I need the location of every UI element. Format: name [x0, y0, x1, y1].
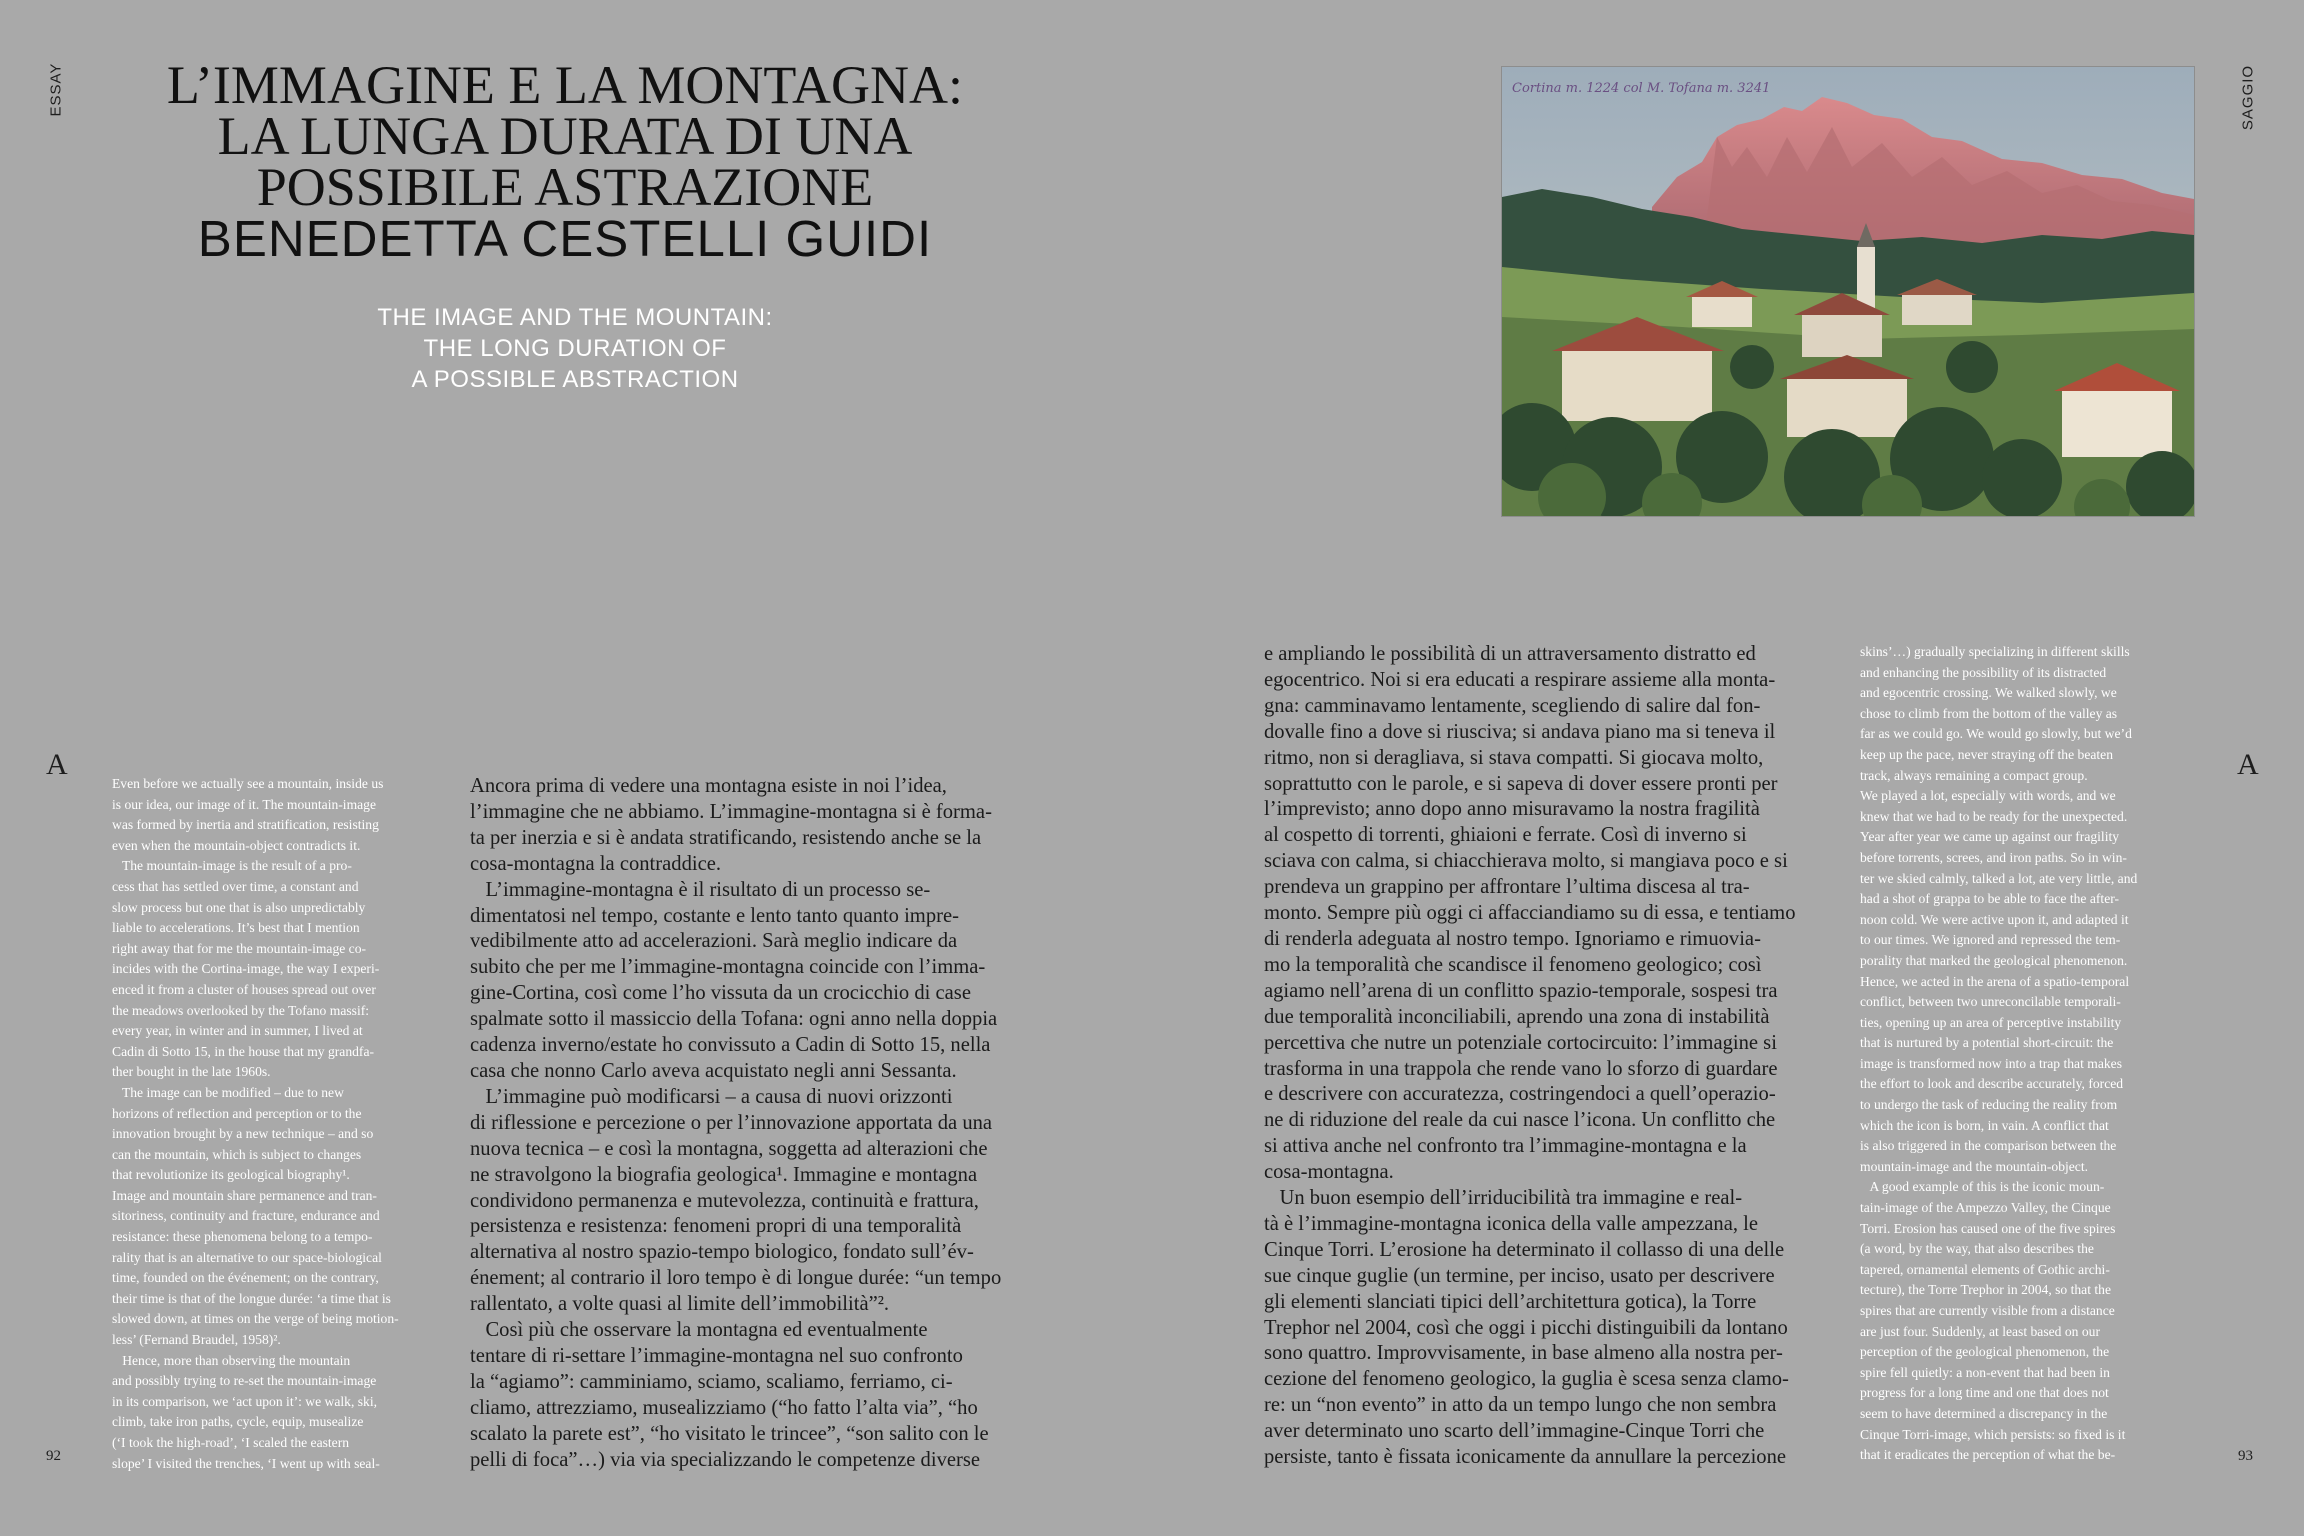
text-line: énement; al contrario il loro tempo è di longue durée: “un tempo [470, 1267, 1002, 1290]
title-line: LA LUNGA DURATA DI UNA [217, 106, 913, 166]
text-line: that it eradicates the perception of what the be- [1860, 1447, 2116, 1463]
text-line: tecture), the Torre Trephor in 2004, so that the [1860, 1282, 2111, 1298]
text-line: climb, take iron paths, cycle, equip, musealize [112, 1414, 364, 1430]
text-line: and egocentric crossing. We walked slowly, we [1860, 685, 2117, 701]
text-line: Cinque Torri-image, which persists: so fixed is it [1860, 1426, 2126, 1442]
text-line: L’immagine-montagna è il risultato di un processo se- [470, 878, 931, 901]
text-line: liable to accelerations. It’s best that I mention [112, 920, 360, 936]
english-text-column-right [1860, 642, 2137, 1466]
author-name: BENEDETTA CESTELLI GUIDI [197, 210, 933, 267]
text-line: Cadin di Sotto 15, in the house that my grandfa- [112, 1043, 375, 1059]
text-line: cess that has settled over time, a constant and [112, 878, 359, 894]
english-title [295, 302, 855, 395]
text-line: noon cold. We were active upon it, and adapted it [1860, 911, 2129, 927]
text-line: knew that we had to be ready for the unexpected. [1860, 808, 2128, 824]
text-line: Hence, we acted in the arena of a spatio-temporal [1860, 973, 2130, 989]
text-line: Così più che osservare la montagna ed eventualmente [470, 1319, 928, 1342]
text-line: less’ (Fernand Braudel, 1958)². [112, 1332, 281, 1348]
text-line: condividono permanenza e mutevolezza, continuità e frattura, [470, 1189, 979, 1212]
text-line: subito che per me l’immagine-montagna coincide con l’imma- [470, 956, 986, 979]
text-line: slow process but one that is also unpredictably [112, 899, 366, 915]
text-line: even when the mountain-object contradicts it. [112, 837, 361, 853]
text-line: before torrents, screes, and iron paths. So in win- [1860, 849, 2127, 865]
text-line: ta per inerzia e si è andata stratificando, resistendo anche se la [470, 826, 982, 849]
text-line: prendeva un grappino per affrontare l’ultima discesa al tra- [1264, 876, 1750, 899]
title-line: POSSIBILE ASTRAZIONE [256, 157, 874, 217]
text-line: ther bought in the late 1960s. [112, 1064, 271, 1080]
text-line: skins’…) gradually specializing in different skills [1860, 644, 2130, 659]
text-line: pelli di foca”…) via via specializzando le competenze diverse [470, 1448, 981, 1471]
text-line: Un buon esempio dell’irriducibilità tra immagine e real- [1264, 1187, 1743, 1210]
text-line: seem to have determined a discrepancy in the [1860, 1405, 2108, 1421]
text-line: keep up the pace, never straying off the beaten [1860, 746, 2114, 762]
text-line: chose to climb from the bottom of the valley as [1860, 705, 2118, 721]
section-label-essay: ESSAY [47, 62, 65, 117]
text-line: e ampliando le possibilità di un attraversamento distratto ed [1264, 643, 1756, 665]
text-line: in its comparison, we ‘act upon it’: we walk, ski, [112, 1393, 378, 1409]
text-line: every year, in winter and in summer, I lived at [112, 1023, 363, 1039]
text-line: cadenza inverno/estate ho convissuto a Cadin di Sotto 15, nella [470, 1034, 991, 1057]
text-line: can the mountain, which is subject to changes [112, 1146, 362, 1162]
text-line: Ancora prima di vedere una montagna esiste in noi l’idea, [470, 775, 947, 797]
text-line: cezione del fenomeno geologico, la guglia è scesa senza clamo- [1264, 1368, 1789, 1391]
english-title-line: THE LONG DURATION OF [423, 335, 727, 362]
text-line: are just four. Suddenly, at least based on our [1860, 1323, 2100, 1339]
text-line: Image and mountain share permanence and tran- [112, 1187, 377, 1203]
text-line: time, founded on the événement; on the contrary, [112, 1270, 379, 1286]
text-line: is also triggered in the comparison between the [1860, 1138, 2117, 1154]
text-line: tentare di ri-settare l’immagine-montagna nel suo confronto [470, 1344, 963, 1367]
text-line: agiamo nell’arena di un conflitto spazio-temporale, sospesi tra [1264, 979, 1778, 1002]
text-line: right away that for me the mountain-image co- [112, 940, 367, 956]
text-line: to our times. We ignored and repressed the tem- [1860, 932, 2121, 948]
text-line: ne di riduzione del reale da cui nasce l’icona. Un conflitto che [1264, 1109, 1776, 1132]
italian-text-column-left [470, 774, 1001, 1473]
italian-text-column-right [1264, 642, 1796, 1471]
text-line: (‘I took the high-road’, ‘I scaled the eastern [112, 1435, 350, 1450]
english-title-line: THE IMAGE AND THE MOUNTAIN: [377, 304, 773, 331]
text-line: progress for a long time and one that does not [1860, 1385, 2109, 1401]
text-line: nuova tecnica – e così la montagna, soggetta ad alterazioni che [470, 1137, 988, 1160]
text-line: image is transformed now into a trap that makes [1860, 1055, 2122, 1071]
text-line: had a shot of grappa to be able to face the after- [1860, 891, 2120, 907]
english-title-line: A POSSIBLE ABSTRACTION [411, 366, 739, 393]
text-line: l’immagine che ne abbiamo. L’immagine-montagna si è forma- [470, 800, 992, 823]
text-line: tà è l’immagine-montagna iconica della valle ampezzana, le [1264, 1212, 1759, 1235]
text-line: vedibilmente atto ad accelerazioni. Sarà meglio indicare da [470, 930, 958, 953]
drop-cap-right: A [2237, 748, 2259, 781]
text-line: cliamo, attrezziamo, musealizziamo (“ho fatto l’alta via”, “ho [470, 1396, 978, 1419]
text-line: l’imprevisto; anno dopo anno misuravamo la nostra fragilità [1264, 798, 1760, 821]
text-line: track, always remaining a compact group. [1860, 767, 2088, 783]
text-line: rallentato, a volte quasi al limite dell’immobilità”². [470, 1293, 890, 1316]
text-line: dovalle fino a dove si riusciva; si andava piano ma si teneva il [1264, 720, 1776, 743]
text-line: monto. Sempre più oggi ci affacciandiamo su di essa, e tentiamo [1264, 902, 1796, 925]
text-line: innovation brought by a new technique – and so [112, 1126, 374, 1142]
text-line: incides with the Cortina-image, the way I experi- [112, 961, 380, 977]
text-line: si attiva anche nel confronto tra l’immagine-montagna e la [1264, 1135, 1747, 1158]
text-line: to undergo the task of reducing the reality from [1860, 1097, 2118, 1113]
drop-cap-left: A [46, 748, 68, 781]
text-line: cosa-montagna la contraddice. [470, 852, 722, 875]
text-line: gli elementi slanciati tipici dell’architettura gotica), la Torre [1264, 1290, 1757, 1313]
text-line: due temporalità inconciliabili, aprendo una zona di instabilità [1264, 1005, 1770, 1028]
text-line: alternativa al nostro spazio-tempo biologico, fondato sull’év- [470, 1241, 974, 1264]
text-line: tapered, ornamental elements of Gothic archi- [1860, 1261, 2110, 1277]
page-number-right: 93 [2238, 1448, 2253, 1464]
text-line: al cospetto di torrenti, ghiaioni e ferrate. Così di inverno si [1264, 824, 1747, 847]
text-line: rality that is an alternative to our space-biological [112, 1249, 382, 1265]
text-line: which the icon is born, in vain. A conflict that [1860, 1117, 2109, 1133]
text-line: la “agiamo”: camminiamo, sciamo, scaliamo, ferriamo, ci- [470, 1370, 953, 1393]
text-line: We played a lot, especially with words, and we [1860, 788, 2116, 804]
text-line: that is nurtured by a potential short-circuit: the [1860, 1035, 2114, 1051]
text-line: the effort to look and describe accurately, forced [1860, 1076, 2124, 1092]
text-line: persistenza e resistenza: fenomeni propri di una temporalità [470, 1215, 962, 1238]
text-line: conflict, between two unreconcilable temporali- [1860, 994, 2121, 1010]
text-line: porality that marked the geological phenomenon. [1860, 952, 2128, 968]
text-line: di renderla adeguata al nostro tempo. Ignoriamo e rimuovia- [1264, 927, 1761, 950]
text-line: egocentrico. Noi si era educati a respirare assieme alla monta- [1264, 668, 1776, 691]
page-number-left: 92 [46, 1448, 61, 1464]
text-line: A good example of this is the iconic moun- [1860, 1179, 2105, 1195]
text-line: far as we could go. We would go slowly, but we’d [1860, 726, 2132, 742]
text-line: slope’ I visited the trenches, ‘I went up with seal- [112, 1455, 380, 1471]
text-line: Year after year we came up against our fragility [1860, 829, 2120, 845]
text-line: The mountain-image is the result of a pro- [112, 858, 352, 874]
text-line: ritmo, non si deragliava, si stava compatti. Si giocava molto, [1264, 746, 1764, 769]
text-line: their time is that of the longue durée: ‘a time that is [112, 1290, 391, 1306]
article-title [95, 55, 1035, 217]
text-line: Hence, more than observing the mountain [112, 1352, 351, 1368]
text-line: that revolutionize its geological biography¹. [112, 1167, 350, 1183]
postcard-caption: Cortina m. 1224 col M. Tofana m. 3241 [1512, 81, 1771, 96]
text-line: perception of the geological phenomenon, the [1860, 1344, 2110, 1360]
section-label-saggio: SAGGIO [2239, 64, 2257, 131]
text-line: sitoriness, continuity and fracture, endurance and [112, 1208, 380, 1224]
cortina-landscape-illustration [1502, 67, 2194, 516]
text-line: Trephor nel 2004, così che oggi i picchi distinguibili da lontano [1264, 1316, 1788, 1339]
text-line: scalato la parete est”, “ho visitato le trincee”, “son salito con le [470, 1422, 989, 1445]
text-line: enced it from a cluster of houses spread out over [112, 981, 376, 997]
text-line: resistance: these phenomena belong to a tempo- [112, 1229, 373, 1245]
english-text-column-left [112, 774, 399, 1474]
title-line: L’IMMAGINE E LA MONTAGNA: [166, 55, 964, 115]
text-line: e descrivere con accuratezza, costringendoci a quell’operazio- [1264, 1083, 1776, 1106]
text-line: mo la temporalità che scandisce il fenomeno geologico; così [1264, 953, 1762, 976]
text-line: mountain-image and the mountain-object. [1860, 1158, 2089, 1174]
text-line: spalmate sotto il massiccio della Tofana: ogni anno nella doppia [470, 1008, 998, 1031]
text-line: percettiva che nutre un potenziale cortocircuito: l’immagine si [1264, 1031, 1777, 1054]
text-line: dimentatosi nel tempo, costante e lento tanto quanto impre- [470, 904, 959, 927]
text-line: Even before we actually see a mountain, inside us [112, 776, 384, 791]
text-line: soprattutto con le parole, e si sapeva di dover essere pronti per [1264, 772, 1778, 795]
text-line: spire fell quietly: a non-event that had been in [1860, 1364, 2110, 1380]
text-line: and possibly trying to re-set the mountain-image [112, 1373, 377, 1389]
text-line: was formed by inertia and stratification, resisting [112, 817, 379, 833]
text-line: trasforma in una trappola che rende vano lo sforzo di guardare [1264, 1057, 1778, 1080]
text-line: sue cinque guglie (un termine, per inciso, usato per descrivere [1264, 1264, 1775, 1287]
text-line: di riflessione e percezione o per l’innovazione apportata da una [470, 1111, 993, 1134]
text-line: gine-Cortina, così come l’ho vissuta da un crocicchio di case [470, 982, 971, 1005]
text-line: Cinque Torri. L’erosione ha determinato il collasso di una delle [1264, 1238, 1785, 1261]
text-line: aver determinato uno scarto dell’immagine-Cinque Torri che [1264, 1420, 1765, 1443]
text-line: casa che nonno Carlo aveva acquistato negli anni Sessanta. [470, 1059, 957, 1082]
text-line: gna: camminavamo lentamente, scegliendo di salire dal fon- [1264, 694, 1761, 717]
text-line: cosa-montagna. [1264, 1161, 1394, 1184]
text-line: ne stravolgono la biografia geologica¹. Immagine e montagna [470, 1163, 978, 1186]
text-line: sono quattro. Improvvisamente, in base almeno alla nostra per- [1264, 1342, 1783, 1365]
text-line: tain-image of the Ampezzo Valley, the Cinque [1860, 1200, 2111, 1216]
text-line: horizons of reflection and perception or to the [112, 1105, 362, 1121]
text-line: (a word, by the way, that also describes the [1860, 1241, 2094, 1257]
text-line: persiste, tanto è fissata iconicamente da annullare la percezione [1264, 1446, 1787, 1469]
text-line: sciava con calma, si chiacchierava molto, si mangiava poco e si [1264, 850, 1788, 873]
cortina-postcard-image [1501, 66, 2195, 517]
text-line: L’immagine può modificarsi – a causa di nuovi orizzonti [470, 1085, 953, 1108]
text-line: ter we skied calmly, talked a lot, ate very little, and [1860, 870, 2138, 886]
text-line: ties, opening up an area of perceptive instability [1860, 1014, 2122, 1030]
text-line: Torri. Erosion has caused one of the five spires [1860, 1220, 2116, 1236]
text-line: re: un “non evento” in atto da un tempo lungo che non sembra [1264, 1394, 1777, 1417]
text-line: is our idea, our image of it. The mountain-image [112, 796, 377, 812]
text-line: slowed down, at times on the verge of being motion- [112, 1311, 399, 1327]
text-line: spires that are currently visible from a distance [1860, 1303, 2115, 1318]
text-line: and enhancing the possibility of its distracted [1860, 664, 2107, 680]
text-line: The image can be modified – due to new [112, 1084, 344, 1100]
text-line: the meadows overlooked by the Tofano massif: [112, 1002, 370, 1018]
